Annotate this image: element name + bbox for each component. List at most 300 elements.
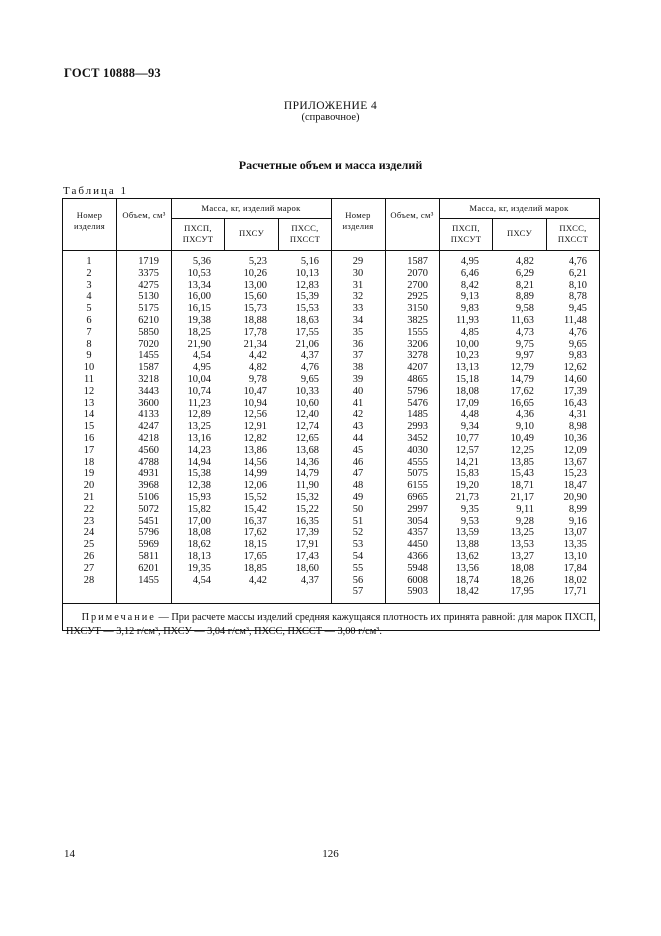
cell-number: 54 [352,551,364,562]
cell-volume: 4133 [138,409,159,421]
cell-mass-phss: 14,79 [295,468,319,480]
cell-volume: 3218 [138,374,159,385]
cell-mass-phsp: 19,38 [187,315,211,326]
cell-mass-phsu: 17,62 [510,385,534,397]
header-number: Номер изделия [342,210,374,231]
cell-mass-phsp: 10,23 [455,350,479,362]
cell-volume: 5130 [138,291,159,303]
cell-volume: 4218 [138,433,159,444]
cell-mass-phss: 10,13 [295,267,319,279]
cell-mass-phsu: 13,86 [243,444,267,456]
cell-mass-phss: 6,21 [568,267,587,279]
cell-number: 23 [83,515,95,527]
cell-mass-phss: 17,39 [295,527,319,539]
cell-number: 21 [83,492,95,503]
cell-number: 12 [83,385,95,397]
cell-mass-phsp: 9,13 [460,291,479,303]
cell-mass-phsu: 9,28 [515,515,534,527]
cell-volume: 2997 [407,503,428,515]
cell-mass-phss: 10,60 [295,397,319,409]
cell-mass-phss: 4,76 [568,326,587,338]
cell-number: 10 [83,362,95,374]
cell-mass-phsp: 18,74 [455,574,479,586]
cell-volume: 3150 [407,303,428,315]
cell-mass-phss: 5,16 [300,256,319,267]
header-phss: ПХСС, ПХССТ [289,223,321,244]
cell-mass-phss: 9,83 [568,350,587,362]
page-number-left: 14 [64,848,75,860]
cell-mass-phsp: 18,42 [455,586,479,598]
cell-mass-phsp: 15,38 [187,468,211,480]
cell-mass-phsp: 14,21 [455,456,479,468]
cell-mass-phss: 9,45 [568,303,587,315]
cell-mass-phsu: 12,79 [510,362,534,374]
cell-number: 15 [83,421,95,433]
cell-mass-phsu: 9,97 [515,350,534,362]
cell-number: 11 [83,374,94,385]
cell-mass-phss: 8,98 [568,421,587,433]
cell-mass-phss: 16,35 [295,515,319,527]
cell-mass-phsu: 9,58 [515,303,534,315]
cell-number: 53 [352,539,364,551]
cell-mass-phsu: 9,11 [516,503,534,515]
cell-number: 34 [352,315,364,326]
cell-volume: 5796 [138,527,159,539]
cell-volume: 6210 [138,315,159,326]
cell-mass-phsu: 13,25 [510,527,534,539]
data-table [62,198,600,631]
cell-number: 28 [83,574,95,586]
cell-mass-phsp: 15,93 [187,492,211,503]
cell-number: 3 [86,279,92,291]
header-phsp: ПХСП, ПХСУТ [182,223,214,244]
cell-mass-phsp: 13,34 [187,279,211,291]
cell-number: 40 [352,385,364,397]
cell-volume: 3054 [407,515,428,527]
header-mass-group: Масса, кг, изделий марок [469,203,569,213]
cell-mass-phsp: 4,48 [460,409,479,421]
cell-volume: 2070 [407,267,428,279]
cell-mass-phsu: 18,15 [243,539,267,551]
cell-mass-phsp: 16,00 [187,291,211,303]
cell-volume: 4560 [138,444,159,456]
cell-mass-phsu: 12,06 [243,480,267,492]
cell-volume: 5476 [407,397,428,409]
cell-mass-phss: 17,39 [563,385,587,397]
cell-mass-phsu: 9,78 [248,374,267,385]
cell-mass-phsu: 14,99 [243,468,267,480]
cell-volume: 1455 [138,574,159,586]
cell-mass-phsu: 13,00 [243,279,267,291]
cell-mass-phsu: 9,75 [515,338,534,350]
table-label: Таблица 1 [63,185,129,197]
cell-mass-phsu: 17,62 [243,527,267,539]
cell-mass-phsp: 9,34 [460,421,479,433]
cell-volume: 2925 [407,291,428,303]
cell-mass-phsp: 10,74 [187,385,211,397]
cell-mass-phss: 4,37 [300,350,319,362]
cell-mass-phss: 14,60 [563,374,587,385]
cell-number: 29 [352,256,364,267]
cell-mass-phss: 8,10 [568,279,587,291]
cell-mass-phss: 18,60 [295,562,319,574]
cell-volume: 6201 [138,562,159,574]
cell-mass-phsu: 17,95 [510,586,534,598]
cell-mass-phss: 17,71 [563,586,587,598]
cell-mass-phsp: 10,53 [187,267,211,279]
header-volume: Объем, см³ [122,210,166,220]
cell-mass-phss: 11,48 [564,315,587,326]
cell-mass-phsu: 12,25 [510,444,534,456]
cell-mass-phss: 21,06 [295,338,319,350]
cell-mass-phss: 13,67 [563,456,587,468]
cell-number: 4 [86,291,92,303]
cell-mass-phss: 12,62 [563,362,587,374]
cell-mass-phsp: 21,73 [455,492,479,503]
col-line [331,199,332,603]
cell-mass-phsu: 13,85 [510,456,534,468]
cell-mass-phsu: 21,17 [510,492,534,503]
cell-number: 9 [86,350,92,362]
cell-mass-phsp: 15,82 [187,503,211,515]
cell-mass-phss: 13,35 [563,539,587,551]
cell-volume: 1719 [138,256,159,267]
cell-number: 2 [86,267,92,279]
cell-mass-phsp: 12,57 [455,444,479,456]
note-text: — При расчете массы изделий средняя кажущаяся плотность их принята равной: для марок ПХСП, ПХСУТ — 3,12 г/см³, ПХСУ — 3,04 г/см³, ПХСС, ПХССТ — 3,00 г/см³. [66,612,597,637]
cell-number: 35 [352,326,364,338]
cell-number: 37 [352,350,364,362]
cell-volume: 5948 [407,562,428,574]
cell-volume: 4030 [407,444,428,456]
cell-mass-phsp: 12,38 [187,480,211,492]
cell-mass-phsu: 8,21 [515,279,534,291]
cell-mass-phss: 4,76 [300,362,319,374]
cell-volume: 3452 [407,433,428,444]
cell-mass-phsp: 21,90 [187,338,211,350]
cell-volume: 5451 [138,515,159,527]
cell-mass-phsu: 14,56 [243,456,267,468]
cell-mass-phsp: 13,13 [455,362,479,374]
cell-mass-phsp: 15,83 [455,468,479,480]
cell-mass-phss: 15,23 [563,468,587,480]
cell-mass-phsu: 15,52 [243,492,267,503]
cell-number: 22 [83,503,95,515]
cell-volume: 6155 [407,480,428,492]
header-phsp: ПХСП, ПХСУТ [450,223,482,244]
cell-number: 1 [86,256,92,267]
cell-mass-phsu: 15,43 [510,468,534,480]
cell-volume: 3443 [138,385,159,397]
cell-mass-phsu: 5,23 [248,256,267,267]
cell-mass-phsu: 15,73 [243,303,267,315]
cell-number: 19 [83,468,95,480]
cell-mass-phsu: 13,53 [510,539,534,551]
cell-volume: 1485 [407,409,428,421]
cell-volume: 5175 [138,303,159,315]
cell-mass-phsp: 19,20 [455,480,479,492]
cell-mass-phss: 13,10 [563,551,587,562]
cell-mass-phsp: 14,23 [187,444,211,456]
cell-number: 24 [83,527,95,539]
cell-volume: 4865 [407,374,428,385]
cell-mass-phsp: 18,13 [187,551,211,562]
cell-mass-phss: 12,74 [295,421,319,433]
header-mass-group: Масса, кг, изделий марок [201,203,301,213]
cell-mass-phsp: 4,85 [460,326,479,338]
cell-mass-phsp: 13,62 [455,551,479,562]
cell-mass-phsu: 10,94 [243,397,267,409]
cell-volume: 3968 [138,480,159,492]
cell-mass-phss: 8,78 [568,291,587,303]
cell-number: 33 [352,303,364,315]
cell-mass-phsu: 17,78 [243,326,267,338]
cell-number: 46 [352,456,364,468]
cell-number: 17 [83,444,95,456]
cell-number: 5 [86,303,92,315]
cell-volume: 5850 [138,326,159,338]
cell-number: 43 [352,421,364,433]
document-code: ГОСТ 10888—93 [64,66,161,80]
note-divider-line [63,603,599,604]
cell-volume: 4247 [138,421,159,433]
cell-mass-phsp: 11,93 [456,315,479,326]
cell-number: 45 [352,444,364,456]
cell-mass-phsu: 17,65 [243,551,267,562]
cell-mass-phss: 4,31 [568,409,587,421]
cell-number: 56 [352,574,364,586]
cell-mass-phsu: 6,29 [515,267,534,279]
cell-number: 52 [352,527,364,539]
cell-number: 30 [352,267,364,279]
cell-mass-phsp: 4,95 [460,256,479,267]
cell-mass-phsu: 4,36 [515,409,534,421]
cell-mass-phsp: 13,56 [455,562,479,574]
cell-number: 8 [86,338,92,350]
cell-volume: 4275 [138,279,159,291]
cell-mass-phsu: 16,37 [243,515,267,527]
cell-mass-phsu: 4,82 [515,256,534,267]
cell-mass-phsu: 11,63 [511,315,534,326]
cell-mass-phss: 13,68 [295,444,319,456]
header-number: Номер изделия [74,210,105,231]
cell-volume: 5072 [138,503,159,515]
cell-mass-phsu: 10,49 [510,433,534,444]
cell-mass-phsp: 4,54 [192,350,211,362]
cell-mass-phss: 9,65 [300,374,319,385]
cell-number: 41 [352,397,364,409]
table-note [66,611,596,638]
cell-volume: 7020 [138,338,159,350]
cell-mass-phsp: 9,83 [460,303,479,315]
cell-mass-phsp: 13,16 [187,433,211,444]
cell-volume: 4366 [407,551,428,562]
cell-mass-phss: 15,39 [295,291,319,303]
cell-mass-phss: 17,84 [563,562,587,574]
appendix-title: ПРИЛОЖЕНИЕ 4 [283,100,378,112]
cell-mass-phsp: 8,42 [460,279,479,291]
left-subheader-line [171,218,331,219]
cell-volume: 1555 [407,326,428,338]
cell-volume: 4555 [407,456,428,468]
cell-mass-phsu: 4,42 [248,574,267,586]
cell-mass-phsu: 18,08 [510,562,534,574]
cell-mass-phsp: 18,08 [187,527,211,539]
cell-volume: 5106 [138,492,159,503]
right-subheader-line [439,218,599,219]
cell-volume: 1587 [407,256,428,267]
cell-number: 14 [83,409,95,421]
cell-mass-phss: 15,32 [295,492,319,503]
cell-mass-phsp: 13,88 [455,539,479,551]
cell-number: 18 [83,456,95,468]
cell-mass-phss: 12,65 [295,433,319,444]
cell-volume: 5075 [407,468,428,480]
cell-volume: 1587 [138,362,159,374]
cell-volume: 2993 [407,421,428,433]
cell-volume: 4450 [407,539,428,551]
cell-number: 26 [83,551,95,562]
cell-volume: 4357 [407,527,428,539]
cell-mass-phsu: 8,89 [515,291,534,303]
cell-volume: 3206 [407,338,428,350]
cell-number: 6 [86,315,92,326]
cell-mass-phsp: 19,35 [187,562,211,574]
header-phsu: ПХСУ [507,228,532,238]
cell-number: 50 [352,503,364,515]
cell-mass-phsu: 18,88 [243,315,267,326]
cell-number: 44 [352,433,364,444]
cell-mass-phss: 18,47 [563,480,587,492]
cell-number: 20 [83,480,95,492]
cell-mass-phsu: 4,42 [248,350,267,362]
cell-mass-phss: 17,43 [295,551,319,562]
cell-mass-phss: 9,65 [568,338,587,350]
cell-mass-phsp: 15,18 [455,374,479,385]
cell-number: 55 [352,562,364,574]
table-title: Расчетные объем и масса изделий [238,158,423,172]
cell-mass-phsu: 13,27 [510,551,534,562]
cell-volume: 4931 [138,468,159,480]
cell-mass-phsp: 10,77 [455,433,479,444]
cell-mass-phsu: 21,34 [243,338,267,350]
cell-mass-phsu: 18,26 [510,574,534,586]
cell-mass-phss: 4,37 [300,574,319,586]
cell-mass-phsp: 10,00 [455,338,479,350]
cell-mass-phss: 15,22 [295,503,319,515]
cell-volume: 5969 [138,539,159,551]
cell-mass-phss: 17,55 [295,326,319,338]
cell-mass-phss: 18,02 [563,574,587,586]
cell-volume: 3825 [407,315,428,326]
cell-mass-phsu: 15,42 [243,503,267,515]
cell-mass-phsp: 17,09 [455,397,479,409]
cell-mass-phsp: 14,94 [187,456,211,468]
cell-mass-phss: 14,36 [295,456,319,468]
cell-mass-phsp: 16,15 [187,303,211,315]
note-label: Примечание [81,612,156,623]
cell-mass-phss: 20,90 [563,492,587,503]
cell-mass-phss: 15,53 [295,303,319,315]
cell-mass-phsu: 10,47 [243,385,267,397]
cell-mass-phsp: 18,08 [455,385,479,397]
appendix-subtitle: (справочное) [301,112,360,123]
cell-mass-phsp: 18,25 [187,326,211,338]
cell-number: 42 [352,409,364,421]
cell-number: 27 [83,562,95,574]
cell-volume: 5796 [407,385,428,397]
cell-volume: 5811 [138,551,159,562]
cell-volume: 3278 [407,350,428,362]
cell-volume: 5903 [407,586,428,598]
header-phss: ПХСС, ПХССТ [557,223,589,244]
cell-mass-phss: 17,91 [295,539,319,551]
cell-mass-phsp: 18,62 [187,539,211,551]
cell-number: 48 [352,480,364,492]
cell-number: 49 [352,492,364,503]
cell-volume: 3600 [138,397,159,409]
header-volume: Объем, см³ [390,210,434,220]
cell-number: 31 [352,279,364,291]
cell-mass-phsu: 16,65 [510,397,534,409]
cell-mass-phsu: 10,26 [243,267,267,279]
cell-mass-phss: 8,99 [568,503,587,515]
cell-mass-phss: 12,09 [563,444,587,456]
cell-mass-phss: 12,40 [295,409,319,421]
cell-mass-phsu: 15,60 [243,291,267,303]
cell-mass-phsp: 17,00 [187,515,211,527]
cell-mass-phss: 4,76 [568,256,587,267]
cell-mass-phsu: 14,79 [510,374,534,385]
cell-mass-phsu: 4,73 [515,326,534,338]
cell-mass-phsu: 12,56 [243,409,267,421]
cell-volume: 6008 [407,574,428,586]
header-phsu: ПХСУ [239,228,264,238]
cell-number: 13 [83,397,95,409]
cell-mass-phss: 9,16 [568,515,587,527]
cell-number: 51 [352,515,364,527]
cell-mass-phsp: 4,54 [192,574,211,586]
cell-volume: 1455 [138,350,159,362]
cell-volume: 4788 [138,456,159,468]
cell-mass-phsu: 12,91 [243,421,267,433]
cell-mass-phsp: 9,35 [460,503,479,515]
cell-number: 7 [86,326,92,338]
cell-mass-phsu: 9,10 [515,421,534,433]
cell-number: 38 [352,362,364,374]
cell-mass-phsp: 4,95 [192,362,211,374]
cell-mass-phss: 12,83 [295,279,319,291]
cell-number: 39 [352,374,364,385]
cell-mass-phsu: 18,85 [243,562,267,574]
cell-volume: 6965 [407,492,428,503]
cell-number: 25 [83,539,95,551]
cell-mass-phss: 18,63 [295,315,319,326]
cell-mass-phsp: 13,59 [455,527,479,539]
cell-volume: 2700 [407,279,428,291]
cell-mass-phss: 11,90 [296,480,319,492]
cell-mass-phsp: 12,89 [187,409,211,421]
cell-mass-phss: 10,36 [563,433,587,444]
cell-number: 36 [352,338,364,350]
cell-number: 16 [83,433,95,444]
cell-mass-phsu: 18,71 [510,480,534,492]
cell-mass-phsp: 13,25 [187,421,211,433]
cell-mass-phsu: 12,82 [243,433,267,444]
page-number-center: 126 [322,848,339,860]
cell-mass-phsp: 10,04 [187,374,211,385]
cell-number: 47 [352,468,364,480]
